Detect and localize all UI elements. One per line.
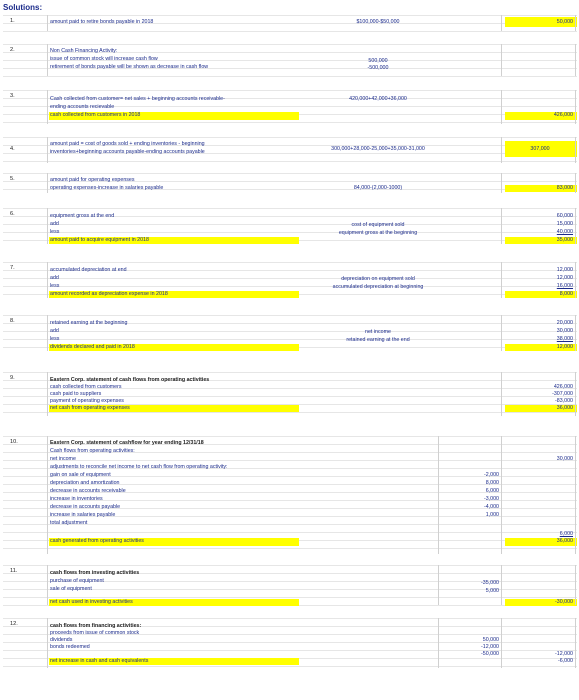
item-number: 5.	[10, 176, 15, 182]
gridline	[3, 173, 577, 174]
answer: 307,000	[530, 146, 550, 152]
statement-heading: Eastern Corp. statement of cash flows from operating activities	[50, 377, 210, 383]
calculation: 300,000+28,000-25,000+35,000-31,000	[331, 146, 425, 152]
label: cash collected from customers in 2018	[50, 112, 141, 118]
value: 15,000	[556, 221, 573, 227]
value: -307,000	[552, 391, 573, 397]
adjustment: -50,000	[481, 651, 499, 657]
solution-7	[3, 262, 577, 298]
label: less	[50, 336, 60, 342]
value: 40,000	[556, 229, 573, 235]
adjustment: -2,000	[483, 472, 499, 478]
label: gain on sale of equipment	[50, 472, 111, 478]
value: 60,000	[556, 213, 573, 219]
label: increase in salaries payable	[50, 512, 116, 518]
gridline	[3, 565, 577, 566]
adjustment: -4,000	[483, 504, 499, 510]
label: ending accounts recievable	[50, 104, 115, 110]
answer: 50,000	[556, 19, 573, 25]
label: add	[50, 275, 59, 281]
label: proceeds from issue of common stock	[50, 630, 140, 636]
label: total adjustment	[50, 520, 88, 526]
gridline	[3, 436, 577, 437]
label: Cash flows from operating activities:	[50, 448, 135, 454]
adjustment: 6,000	[485, 488, 499, 494]
page-title: Solutions:	[3, 3, 43, 12]
label: cash paid to suppliers	[50, 391, 102, 397]
label: sale of equipment	[50, 586, 92, 592]
gridline	[3, 548, 577, 549]
statement-heading: cash flows from investing activities	[50, 570, 140, 576]
value: 38,000	[556, 336, 573, 342]
answer: -6,000	[557, 658, 573, 664]
label: add	[50, 328, 59, 334]
solution-5	[3, 173, 577, 193]
gridline	[3, 339, 577, 340]
adjustment: 8,000	[485, 480, 499, 486]
solution-6	[3, 208, 577, 244]
note: net income	[365, 329, 391, 335]
gridline	[3, 137, 577, 138]
solution-12	[3, 618, 577, 668]
value: -12,000	[555, 651, 573, 657]
value: 16,000	[556, 283, 573, 289]
calculation: 420,000+42,000+36,000	[349, 96, 407, 102]
label: less	[50, 283, 60, 289]
label: adjustments to reconcile net income to net cash flow from operating activity:	[50, 464, 228, 470]
statement-heading: Eastern Corp. statement of cashflow for year ending 12/31/18	[50, 440, 204, 446]
gridline	[3, 208, 577, 209]
item-number: 9.	[10, 375, 15, 381]
gridline	[3, 31, 577, 32]
label: equipment gross at the end	[50, 213, 115, 219]
gridline	[3, 278, 577, 279]
gridline	[3, 161, 577, 162]
answer: 8,000	[559, 291, 573, 297]
solution-9	[3, 372, 577, 416]
label: net income	[50, 456, 76, 462]
label: amount paid to acquire equipment in 2018	[50, 237, 149, 243]
item-number: 3.	[10, 93, 15, 99]
gridline	[3, 90, 577, 91]
gridline	[3, 286, 577, 287]
label: decrease in accounts payable	[50, 504, 121, 510]
value: 6,000	[559, 531, 573, 537]
label: net cash from operating expenses	[50, 405, 130, 411]
adjustment: -3,000	[483, 496, 499, 502]
label: less	[50, 229, 60, 235]
note: equipment gross at the beginning	[338, 230, 418, 236]
solution-11	[3, 565, 577, 605]
label: add	[50, 221, 59, 227]
answer: 12,000	[556, 344, 573, 350]
answer: 83,000	[556, 185, 573, 191]
heading: Non Cash Financing Activity:	[50, 48, 118, 54]
gridline	[3, 532, 577, 533]
label: operating expenses-increase in salaries payable	[50, 185, 164, 191]
solution-8	[3, 315, 577, 351]
label: cash collected from customers	[50, 384, 122, 390]
gridline	[3, 224, 577, 225]
gridline	[3, 76, 577, 77]
item-number: 7.	[10, 265, 15, 271]
label: increase in inventories	[50, 496, 103, 502]
answer: 35,000	[556, 237, 573, 243]
label: depreciation and amortization	[50, 480, 120, 486]
value: 12,000	[556, 275, 573, 281]
label: net increase in cash and cash equivalents	[50, 658, 149, 664]
label: issue of common stock will increase cash flow	[50, 56, 158, 62]
label: retirement of bonds payable will be shown as decrease in cash flow	[50, 64, 209, 70]
item-number: 1.	[10, 18, 15, 24]
label: decrease in accounts receivable	[50, 488, 126, 494]
label: bonds redeemed	[50, 644, 90, 650]
label: inventories+beginning accounts payable-ending accounts payable	[50, 149, 205, 155]
label: dividends declared and paid in 2018	[50, 344, 135, 350]
gridline	[3, 666, 577, 667]
item-number: 12.	[10, 621, 18, 627]
solution-3	[3, 90, 577, 124]
label: cash generated from operating activities	[50, 538, 144, 544]
label: purchase of equipment	[50, 578, 104, 584]
item-number: 8.	[10, 318, 15, 324]
gridline	[3, 262, 577, 263]
label: net cash used in investing activities	[50, 599, 133, 605]
answer: 36,000	[556, 405, 573, 411]
label: dividends	[50, 637, 73, 643]
item-number: 6.	[10, 211, 15, 217]
item-number: 11.	[10, 568, 18, 574]
calculation: 84,000-(2,000-1000)	[353, 185, 403, 191]
adjustment: 5,000	[485, 588, 499, 594]
adjustment: -12,000	[481, 644, 499, 650]
value: 30,000	[556, 456, 573, 462]
label: amount paid for operating expenses	[50, 177, 135, 183]
label: amount recorded as depreciation expense in 2018	[50, 291, 168, 297]
gridline	[3, 372, 577, 373]
value: 30,000	[556, 328, 573, 334]
gridline	[3, 15, 577, 16]
statement-heading: cash flows from financing activities:	[50, 623, 142, 629]
value: 20,000	[556, 320, 573, 326]
answer: -30,000	[555, 599, 573, 605]
adjustment: 1,000	[485, 512, 499, 518]
gridline	[3, 597, 577, 598]
adjustment: 50,000	[482, 637, 499, 643]
label: amount paid to retire bonds payable in 2018	[50, 19, 154, 25]
value: 426,000	[553, 384, 573, 390]
label: Cash collected from customer= net sales + beginning accounts receivable-	[50, 96, 225, 102]
label: payment of operating expenses	[50, 398, 124, 404]
gridline	[3, 618, 577, 619]
label: amount paid = cost of goods sold + ending inventories - beginning	[50, 141, 205, 147]
label: retained earning at the beginning	[50, 320, 128, 326]
calculation: $100,000-$50,000	[356, 19, 400, 25]
label: accumulated depreciation at end	[50, 267, 127, 273]
gridline	[3, 460, 577, 461]
note: depreciation on equipment sold	[341, 276, 415, 282]
value: 12,000	[556, 267, 573, 273]
item-number: 10.	[10, 439, 18, 445]
solution-1	[3, 15, 577, 31]
item-number: 4.	[10, 146, 15, 152]
note: retained earning at the end	[346, 337, 410, 343]
gridline	[3, 122, 577, 123]
note: cost of equipment sold	[351, 222, 405, 228]
item-number: 2.	[10, 47, 15, 53]
gridline	[3, 232, 577, 233]
gridline	[3, 524, 577, 525]
gridline	[3, 331, 577, 332]
value: -500,000	[367, 65, 389, 71]
value: 500,000	[368, 58, 388, 64]
gridline	[3, 315, 577, 316]
solution-2	[3, 44, 577, 76]
gridline	[3, 412, 577, 413]
note: accumulated depreciation at beginning	[332, 284, 424, 290]
value: -83,000	[555, 398, 573, 404]
adjustment: -35,000	[481, 580, 499, 586]
gridline	[3, 44, 577, 45]
solution-4	[3, 137, 577, 163]
solution-10	[3, 436, 577, 554]
answer: 426,000	[553, 112, 573, 118]
answer: 36,000	[556, 538, 573, 544]
